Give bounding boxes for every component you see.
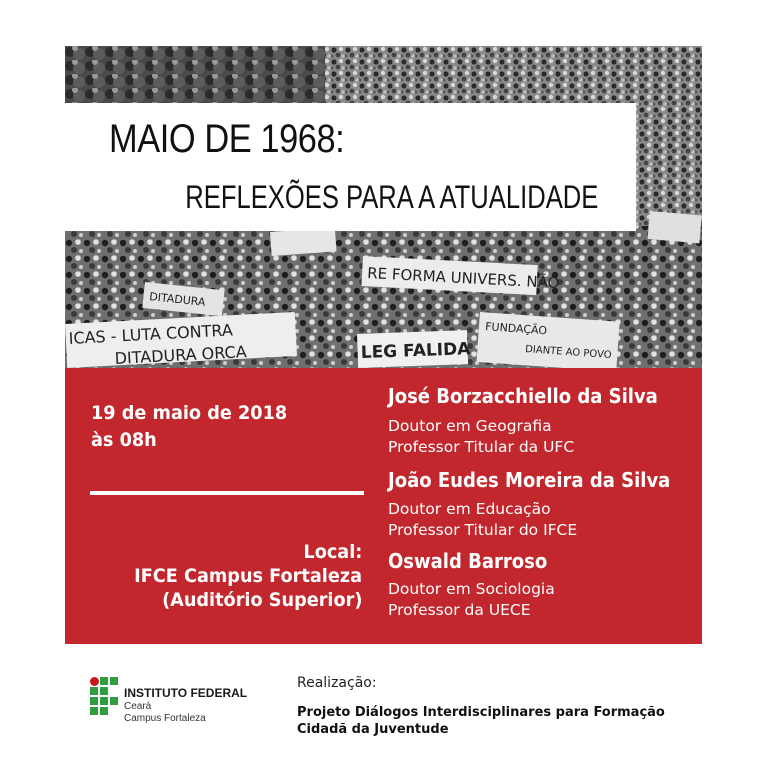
banner-luta-contra: ICAS - LUTA CONTRA <box>68 320 234 348</box>
project-name-line2: Cidadã da Juventude <box>297 722 449 737</box>
speaker-position: Professor da UECE <box>388 601 531 619</box>
location-label: Local: <box>303 541 362 563</box>
event-time: às 08h <box>91 429 157 451</box>
banner-ditadura-orca: DITADURA ORCA <box>114 342 248 368</box>
banner-reforma: RE FORMA UNIVERS. NÃO <box>366 264 560 293</box>
speaker-name: João Eudes Moreira da Silva <box>388 468 671 492</box>
logo-campus: Campus Fortaleza <box>124 713 206 724</box>
speaker-position: Professor Titular do IFCE <box>388 521 578 539</box>
panel-divider <box>90 491 364 495</box>
banner-povo: DIANTE AO POVO <box>524 344 612 362</box>
speaker-name: José Borzacchiello da Silva <box>388 384 658 408</box>
project-name-line1: Projeto Diálogos Interdisciplinares para Formação <box>297 705 665 720</box>
location-venue: IFCE Campus Fortaleza <box>134 565 362 587</box>
speaker-degree: Doutor em Geografia <box>388 417 552 435</box>
instituto-federal-logo <box>90 677 250 727</box>
speaker-degree: Doutor em Educação <box>388 500 551 518</box>
logo-institution-name: INSTITUTO FEDERAL <box>124 686 248 700</box>
logo-state: Ceará <box>124 701 152 712</box>
banner-leg-falida: LEG FALIDA <box>360 339 471 363</box>
banner-fundacao: FUNDAÇÃO <box>484 320 548 338</box>
event-title: MAIO DE 1968: <box>109 117 345 161</box>
info-panel <box>65 368 702 644</box>
speaker-position: Professor Titular da UFC <box>388 438 575 456</box>
event-date: 19 de maio de 2018 <box>91 402 288 424</box>
banner-ditadura-small: DITADURA <box>148 290 207 309</box>
speaker-name: Oswald Barroso <box>388 549 548 573</box>
speaker-degree: Doutor em Sociologia <box>388 580 555 598</box>
title-box <box>65 103 636 231</box>
realizacao-label: Realização: <box>297 675 377 691</box>
event-subtitle: REFLEXÕES PARA A ATUALIDADE <box>184 179 598 215</box>
location-room: (Auditório Superior) <box>161 589 362 611</box>
